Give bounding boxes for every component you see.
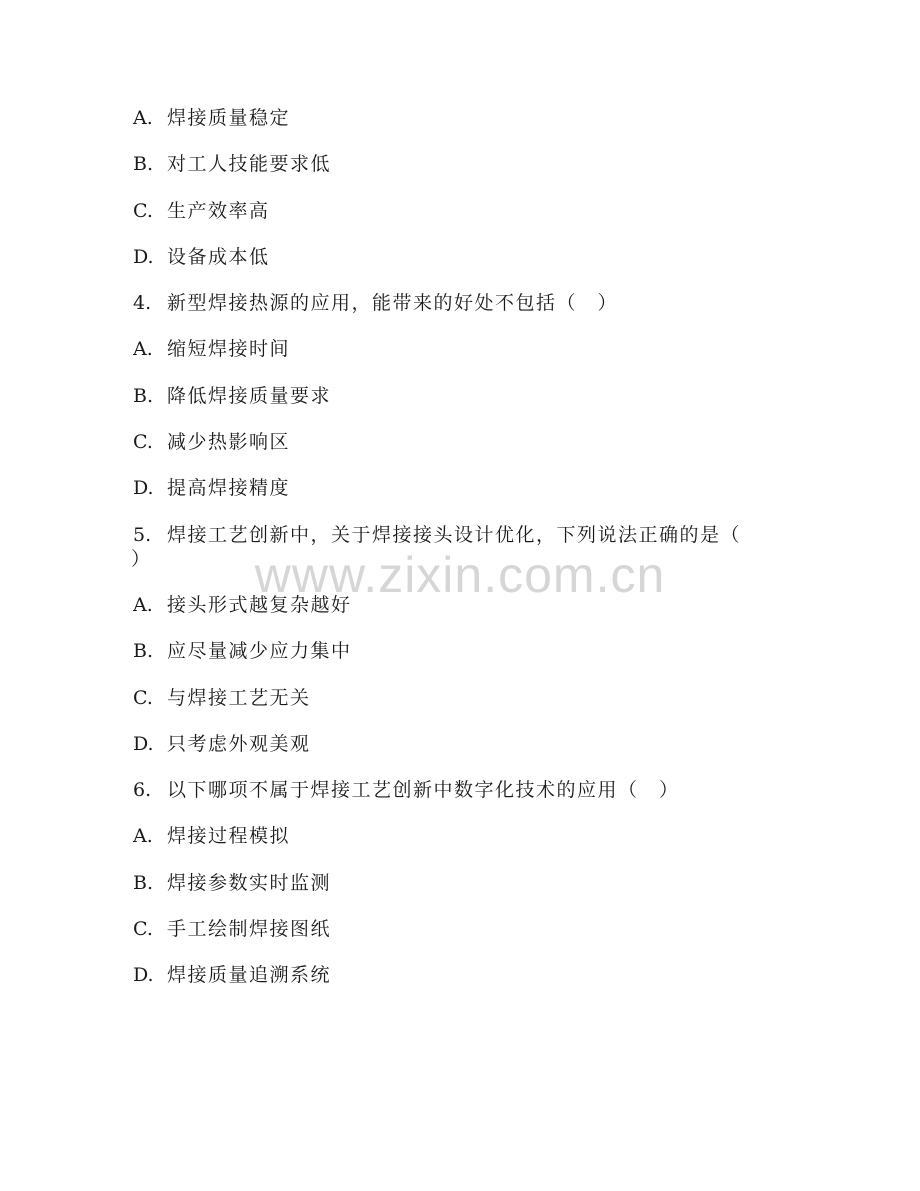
question-number: 4. [133,292,152,315]
option-label: A. [133,593,153,616]
option-label: B. [133,153,154,176]
option-label: A. [133,107,153,129]
option-c [133,686,793,710]
option-label: D. [133,477,154,500]
question-text: 以下哪项不属于焊接工艺创新中数字化技术的应用（ ） [167,779,680,802]
option-label: D. [133,964,154,987]
question-text: 焊接工艺创新中，关于焊接接头设计优化，下列说法正确的是（ [167,523,742,546]
option-c [133,430,793,454]
question-number: 5. [133,523,152,546]
option-label: B. [133,640,154,663]
option-text: 对工人技能要求低 [167,153,332,176]
option-text: 与焊接工艺无关 [167,686,311,709]
option-a [133,106,793,130]
option-label: C. [133,686,153,709]
option-b [133,152,793,176]
option-text: 应尽量减少应力集中 [167,640,352,663]
option-a [133,337,793,361]
watermark: www.zixin.com.cn [254,547,666,603]
option-a [133,824,793,848]
option-b [133,871,793,895]
option-d [133,476,793,500]
option-label: D. [133,732,154,755]
question-text-continuation: ） [131,547,152,570]
option-b [133,384,793,408]
option-text: 提高焊接精度 [167,477,291,500]
option-label: B. [133,384,154,407]
option-text: 只考虑外观美观 [167,732,311,755]
question-5 [133,523,793,571]
option-text: 降低焊接质量要求 [167,384,332,407]
question-text: 新型焊接热源的应用，能带来的好处不包括（ ） [167,292,619,315]
option-label: C. [133,918,153,941]
option-d [133,245,793,269]
option-text: 接头形式越复杂越好 [167,593,352,616]
option-text: 焊接参数实时监测 [167,871,332,894]
question-4 [133,291,793,315]
option-d [133,963,793,987]
question-6 [133,778,793,802]
option-text: 减少热影响区 [167,431,291,454]
option-c [133,199,793,223]
option-text: 焊接质量追溯系统 [167,964,332,987]
option-c [133,917,793,941]
option-label: B. [133,871,154,894]
option-text: 焊接过程模拟 [167,825,291,848]
option-label: C. [133,431,153,454]
option-label: A. [133,338,153,361]
option-text: 手工绘制焊接图纸 [167,918,332,941]
option-text: 设备成本低 [167,245,270,268]
option-label: D. [133,245,154,268]
option-label: A. [133,825,153,848]
question-list [133,106,793,1010]
option-d [133,732,793,756]
option-text: 生产效率高 [167,199,270,222]
option-text: 焊接质量稳定 [167,107,291,129]
question-number: 6. [133,779,152,802]
option-b [133,639,793,663]
option-a [133,593,793,617]
option-text: 缩短焊接时间 [167,338,291,361]
option-label: C. [133,199,153,222]
